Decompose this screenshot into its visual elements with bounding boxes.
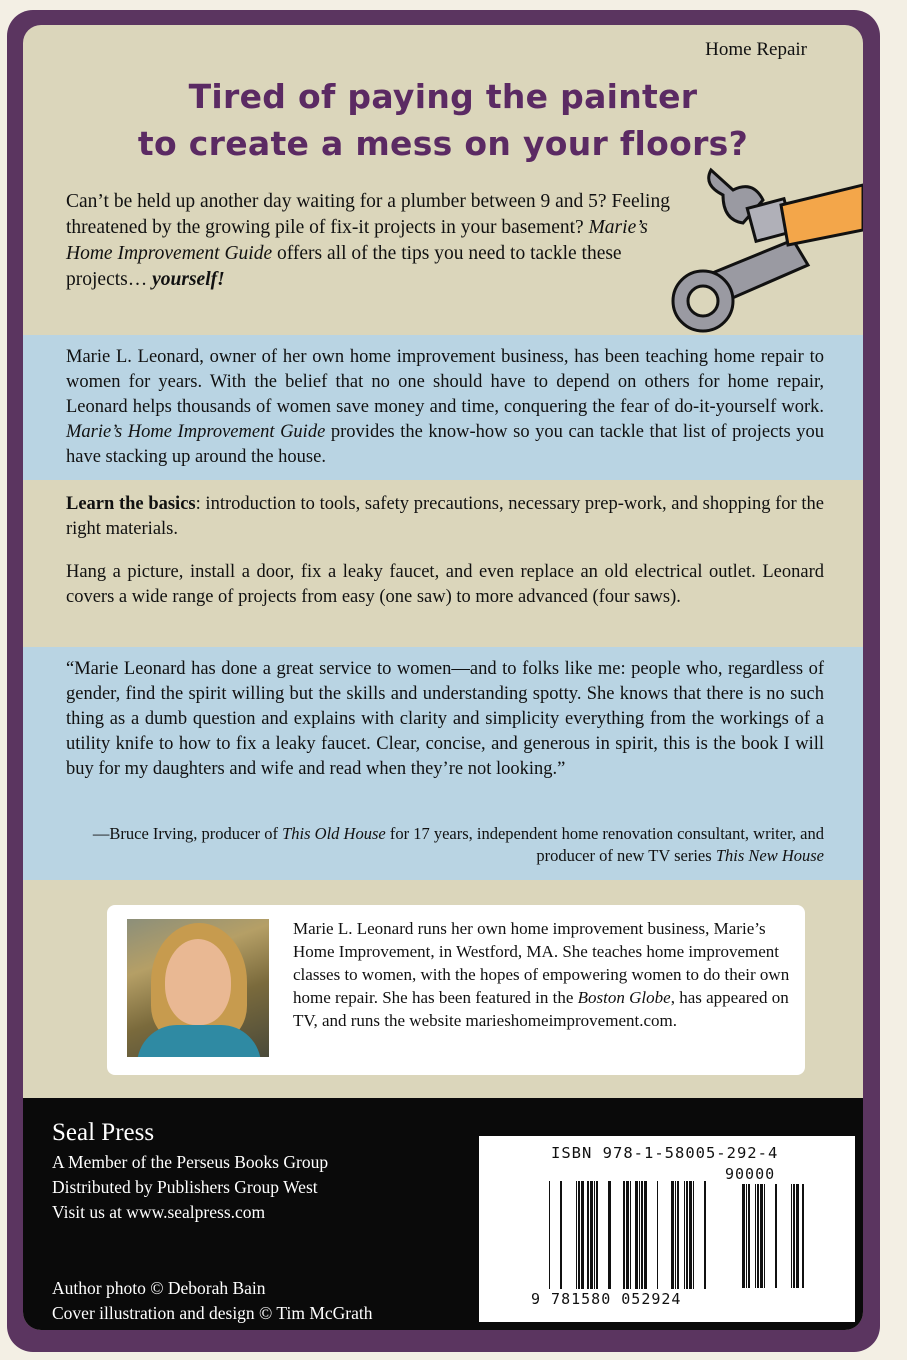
about-book-title: Marie’s Home Improvement Guide	[66, 422, 326, 442]
attribution-show-1: This Old House	[282, 824, 386, 843]
addon-barcode-bars	[733, 1184, 805, 1288]
bio-text-2: , has appeared on TV, and runs the website marieshomeimprovement.com.	[293, 988, 789, 1030]
headline-line-1: Tired of paying the painter	[188, 77, 698, 116]
author-photo	[127, 919, 269, 1057]
intro-text-1: Can’t be held up another day waiting for a plumber between 9 and 5? Feeling threatened by the growing pile of fix-it projects in your basement?	[66, 191, 670, 238]
about-text-2: provides the know-how so you can tackle that list of projects you have stacking up around the house.	[66, 422, 825, 467]
design-credit: Cover illustration and design © Tim McGrath	[52, 1303, 373, 1323]
isbn-text: ISBN 978-1-58005-292-4	[551, 1144, 779, 1162]
intro-text-2: offers all of the tips you need to tackle these projects…	[66, 243, 622, 290]
barcode	[479, 1136, 855, 1322]
photo-credit: Author photo © Deborah Bain	[52, 1278, 266, 1298]
credits	[52, 1276, 373, 1326]
author-bio	[293, 917, 793, 1032]
ean-number: 9 781580 052924	[531, 1290, 682, 1308]
basics-lead: Learn the basics	[66, 494, 196, 514]
publisher-name: Seal Press	[52, 1119, 155, 1146]
back-cover-panel	[23, 25, 863, 1330]
publisher-info	[52, 1116, 328, 1225]
barcode-bars	[549, 1181, 717, 1289]
about-text-1: Marie L. Leonard, owner of her own home improvement business, has been teaching home repair to women for years. With the belief that no one should have to depend on others for home repair, Leonard helps thousands of women save money and time, conquering the fear of do-it-yourself work.	[66, 347, 824, 417]
intro-emphasis: yourself!	[152, 269, 225, 290]
bio-newspaper: Boston Globe	[577, 988, 671, 1007]
testimonial-quote: “Marie Leonard has done a great service to women—and to folks like me: people who, regardless of gender, find the spirit willing but the skills and understanding spotty. She knows that there is no such thing as a dumb question and explains with clarity and simplicity everything from the workings of a utility knife to how to fix a leaky faucet. Clear, concise, and generous in spirit, this is the book I will buy for my daughters and wife and read when they’re not looking.”	[66, 659, 824, 779]
bio-text-1: Marie L. Leonard runs her own home improvement business, Marie’s Home Improvement, in Westford, MA. She teaches home improvement classes to women, with the hopes of empowering women to do their own home repair. She has been featured in the	[293, 919, 790, 1007]
attribution-show-2: This New House	[715, 846, 824, 865]
publisher-line-3: Visit us at www.sealpress.com	[52, 1202, 266, 1222]
attribution-text-1: —Bruce Irving, producer of	[92, 824, 283, 843]
wrench-icon	[663, 145, 863, 345]
projects-paragraph: Hang a picture, install a door, fix a leaky faucet, and even replace an old electrical outlet. Leonard covers a wide range of projects from easy (one saw) to more advanced (four saws).	[66, 562, 824, 607]
intro-book-title: Marie’s Home Improvement Guide	[66, 217, 648, 264]
basics-paragraph	[66, 492, 824, 542]
category-label: Home Repair	[705, 39, 807, 60]
publisher-footer	[23, 1098, 863, 1330]
headline-line-2: to create a mess on your floors?	[137, 124, 749, 163]
intro-paragraph	[66, 189, 686, 293]
about-paragraph	[66, 345, 824, 470]
author-bio-card	[107, 905, 805, 1075]
publisher-line-1: A Member of the Perseus Books Group	[52, 1152, 329, 1172]
price-addon: 90000	[725, 1165, 776, 1183]
publisher-line-2: Distributed by Publishers Group West	[52, 1177, 318, 1197]
attribution-text-2: for 17 years, independent home renovation consultant, writer, and producer of new TV series	[385, 824, 824, 865]
basics-text: : introduction to tools, safety precautions, necessary prep-work, and shopping for the right materials.	[66, 494, 824, 539]
testimonial-attribution	[66, 823, 824, 867]
